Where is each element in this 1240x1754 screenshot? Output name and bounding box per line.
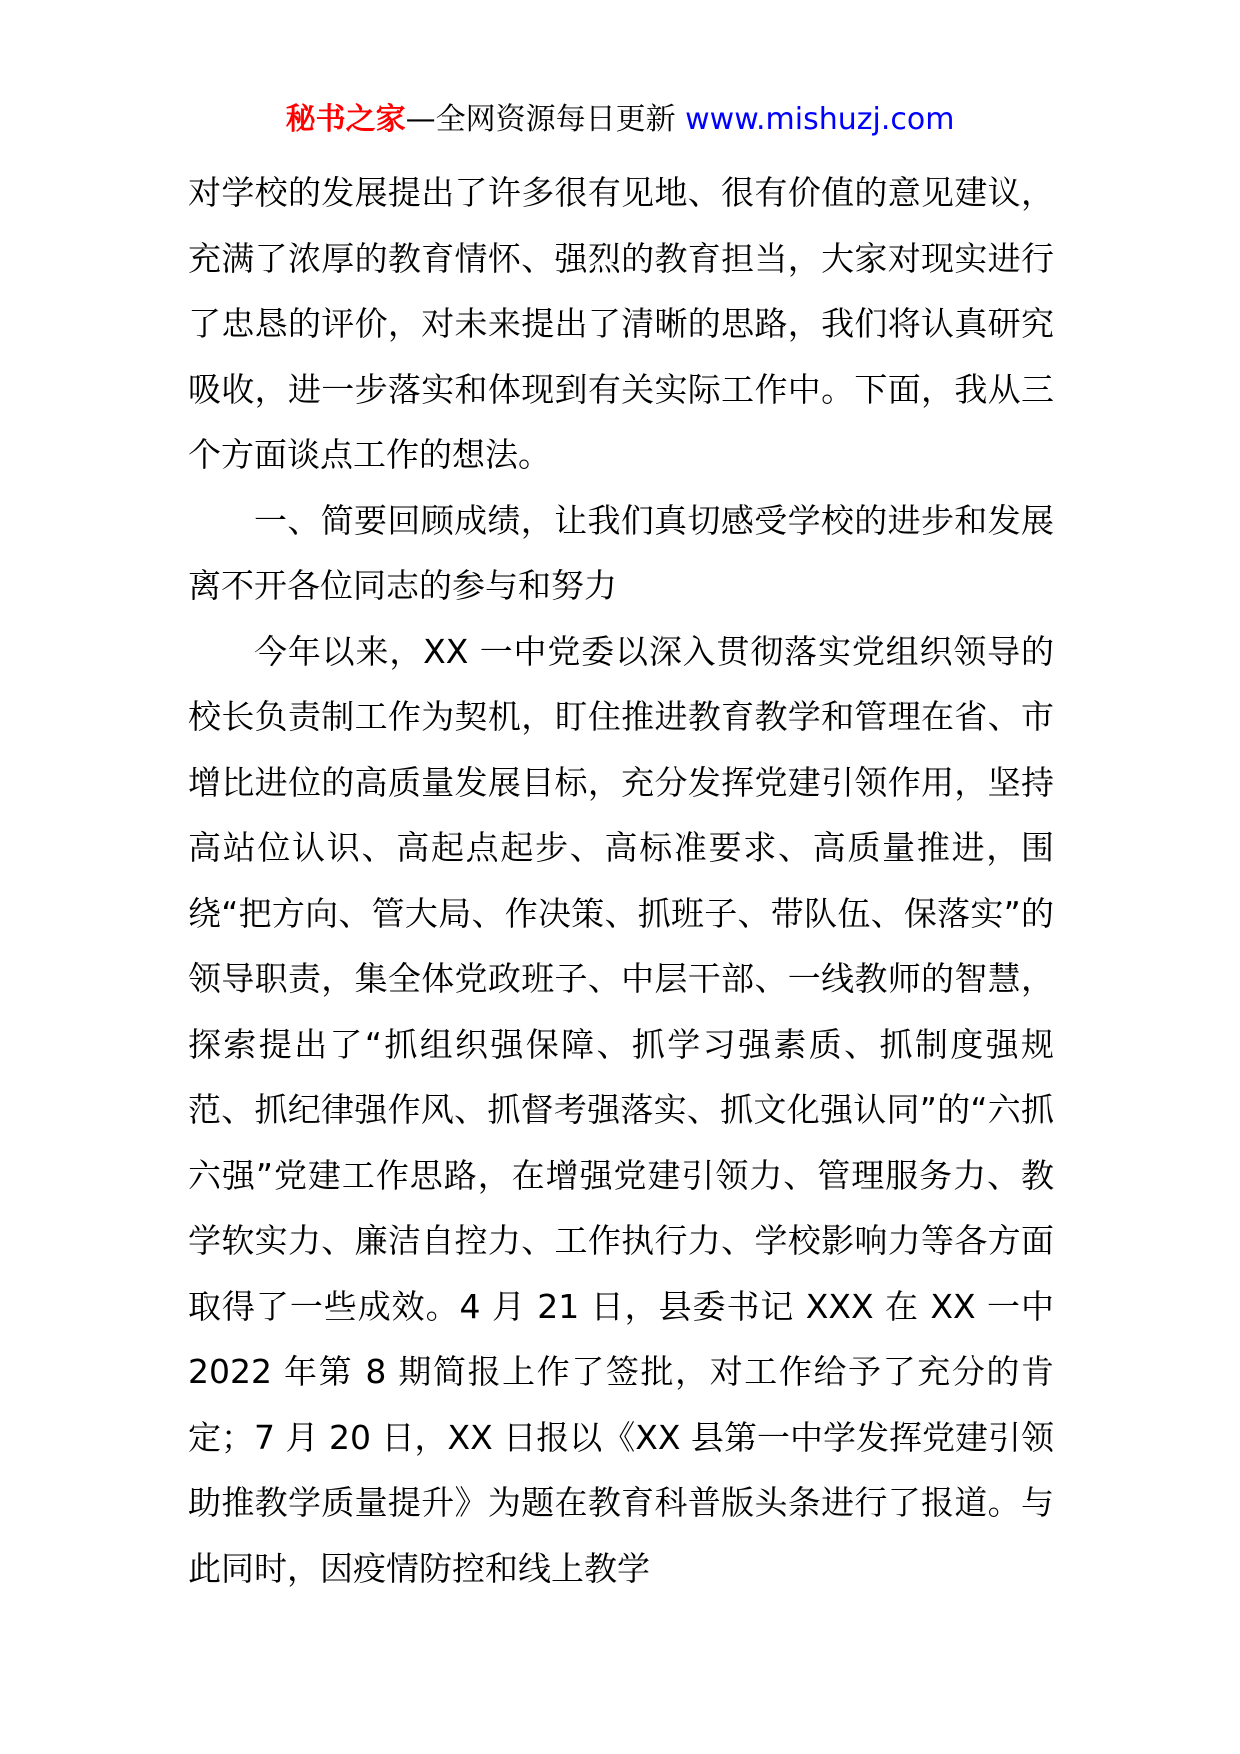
site-tagline: —全网资源每日更新 bbox=[405, 102, 686, 137]
site-brand: 秘书之家 bbox=[285, 102, 406, 137]
section-heading: 一、简要回顾成绩，让我们真切感受学校的进步和发展离不开各位同志的参与和努力 bbox=[188, 500, 1054, 605]
site-header bbox=[0, 100, 1240, 140]
paragraph-intro: 对学校的发展提出了许多很有见地、很有价值的意见建议，充满了浓厚的教育情怀、强烈的教育担当，大家对现实进行了忠恳的评价，对未来提出了清晰的思路，我们将认真研究吸收，进一步落实和体现到有关实际工作中。下面，我从三个方面谈点工作的想法。 bbox=[188, 173, 1054, 474]
site-url-link[interactable]: www.mishuzj.com bbox=[685, 102, 955, 137]
paragraph-achievements: 今年以来，XX 一中党委以深入贯彻落实党组织领导的校长负责制工作为契机，盯住推进教育教学和管理在省、市增比进位的高质量发展目标，充分发挥党建引领作用，坚持高站位认识、高起点起步、高标准要求、高质量推进，围绕“把方向、管大局、作决策、抓班子、带队伍、保落实”的领导职责，集全体党政班子、中层干部、一线教师的智慧，探索提出了“抓组织强保障、抓学习强素质、抓制度强规范、抓纪律强作风、抓督考强落实、抓文化强认同”的“六抓六强”党建工作思路，在增强党建引领力、管理服务力、教学软实力、廉洁自控力、工作执行力、学校影响力等各方面取得了一些成效。4 月 21 日，县委书记 XXX 在 XX 一中 2022 年第 8 期简报上作了签批，对工作给予了充分的肯定；7 月 20 日，XX 日报以《XX 县第一中学发挥党建引领助推教学质量提升》为题在教育科普版头条进行了报道。与此同时，因疫情防控和线上教学 bbox=[188, 631, 1054, 1588]
document-body bbox=[188, 160, 1054, 1601]
